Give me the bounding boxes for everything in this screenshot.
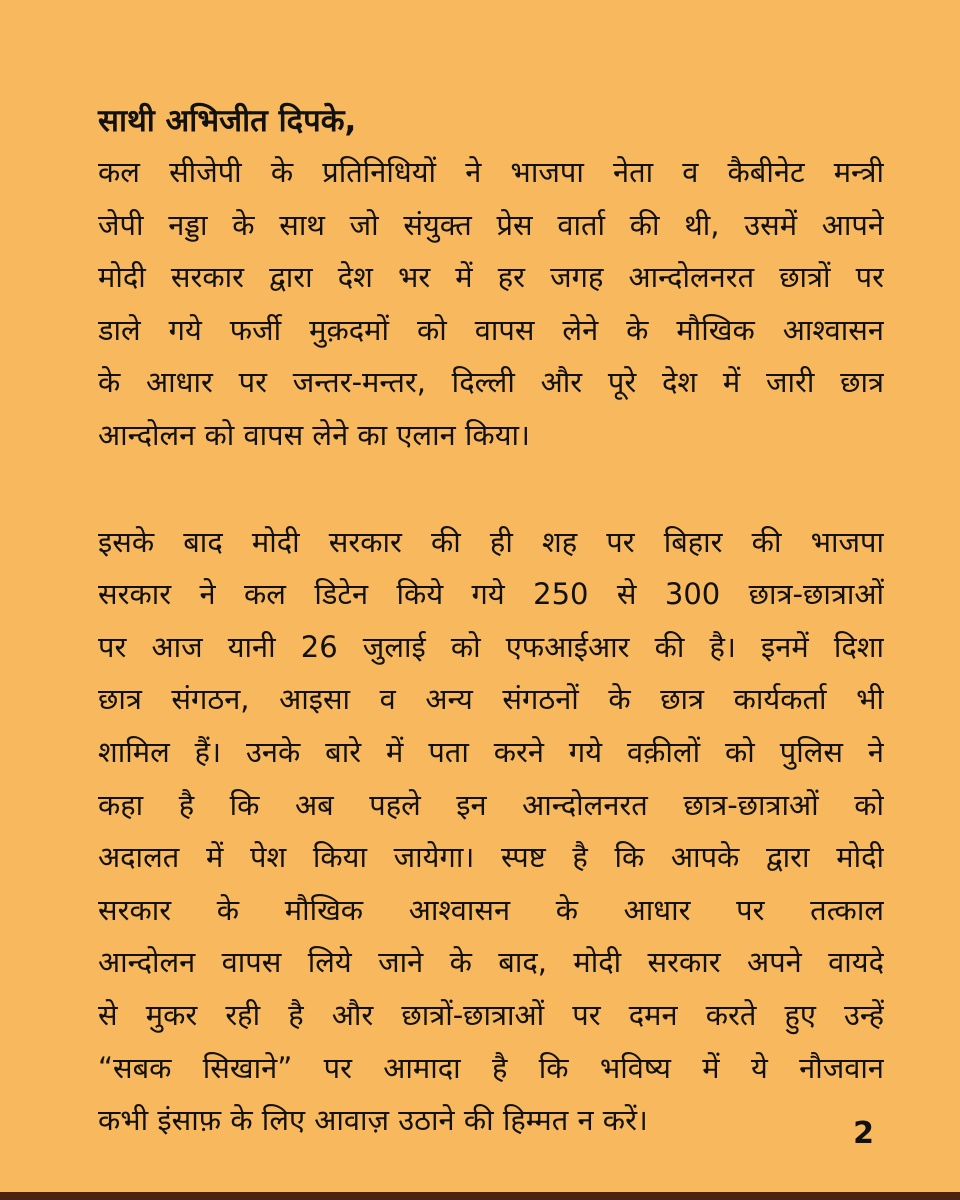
paragraph-line: डाले गये फर्जी मुक़दमों को वापस लेने के मौखिक आश्वासन xyxy=(98,312,884,347)
paragraph-line: शामिल हैं। उनके बारे में पता करने गये वक़ीलों को पुलिस ने xyxy=(98,734,884,769)
paragraph-line: कहा है कि अब पहले इन आन्दोलनरत छात्र-छात्राओं को xyxy=(98,787,884,822)
page-number: 2 xyxy=(853,1116,874,1151)
paragraph-line: छात्र संगठन, आइसा व अन्य संगठनों के छात्र कार्यकर्ता भी xyxy=(98,682,884,717)
paragraph-line: सरकार ने कल डिटेन किये गये 250 से 300 छात्र-छात्राओं xyxy=(98,577,884,612)
paragraph-1 xyxy=(98,146,884,462)
letter-body xyxy=(98,96,884,1147)
paragraph-line: पर आज यानी 26 जुलाई को एफआईआर की है। इनमें दिशा xyxy=(98,629,884,664)
paragraph-line: अदालत में पेश किया जायेगा। स्पष्ट है कि आपके द्वारा मोदी xyxy=(98,840,884,875)
paragraph-line: मोदी सरकार द्वारा देश भर में हर जगह आन्दोलनरत छात्रों पर xyxy=(98,260,884,295)
paragraph-line: जेपी नड्डा के साथ जो संयुक्त प्रेस वार्ता की थी, उसमें आपने xyxy=(98,207,884,242)
paragraph-line: आन्दोलन को वापस लेने का एलान किया। xyxy=(98,417,531,452)
paragraph-line: आन्दोलन वापस लिये जाने के बाद, मोदी सरकार अपने वायदे xyxy=(98,945,884,980)
salutation: साथी अभिजीत दिपके, xyxy=(98,103,357,139)
paragraph-spacer xyxy=(98,462,884,516)
paragraph-line: कभी इंसाफ़ के लिए आवाज़ उठाने की हिम्मत न करें। xyxy=(98,1103,648,1138)
paragraph-line: “सबक सिखाने” पर आमादा है कि भविष्य में ये नौजवान xyxy=(98,1050,884,1085)
paragraph-line: सरकार के मौखिक आश्वासन के आधार पर तत्काल xyxy=(98,892,884,927)
bottom-border xyxy=(0,1192,960,1200)
paragraph-line: कल सीजेपी के प्रतिनिधियों ने भाजपा नेता व कैबीनेट मन्त्री xyxy=(98,155,884,189)
paragraph-line: के आधार पर जन्तर-मन्तर, दिल्ली और पूरे देश में जारी छात्र xyxy=(98,365,884,400)
paragraph-line: से मुकर रही है और छात्रों-छात्राओं पर दमन करते हुए उन्हें xyxy=(98,997,884,1032)
paragraph-line: इसके बाद मोदी सरकार की ही शह पर बिहार की भाजपा xyxy=(98,524,884,559)
paragraph-2 xyxy=(98,516,884,1147)
